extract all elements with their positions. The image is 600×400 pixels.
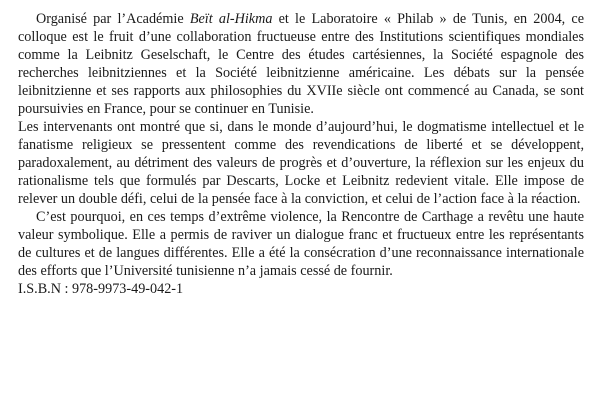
- paragraph-intro-text-end: et le Laboratoire « Philab » de Tunis, en 2004, ce colloque est le fruit d’une collaboration fructueuse entre des Institutions scientifiques mondiales comme la Leibnitz Geselschaft, le Centre des études cartésiennes, la Société espagnole des recherches leibnitziennes et la Société leibnitzienne américaine. Les débats sur la pensée leibnitzienne et ses rapports aux philosophies du XVIIe siècle ont commencé au Canada, se sont poursuivies en France, pour se continuer en Tunisie.: [18, 11, 584, 117]
- paragraph-speakers: Les intervenants ont montré que si, dans le monde d’aujourd’hui, le dogmatisme intellectuel et le fanatisme religieux se pressentent comme des revendications de liberté et se développent, paradoxalement, au détriment des valeurs de progrès et d’ouverture, la réflexion sur les enjeux du rationalisme tels que formulés par Descarts, Locke et Leibnitz redevient vitale. Elle impose de relever un double défi, celui de la pensée face à la conviction, et celui de l’action face à la réaction.: [18, 119, 584, 207]
- paragraph-intro-text-start: Organisé par l’Académie: [36, 11, 190, 27]
- isbn-line: I.S.B.N : 978-9973-49-042-1: [18, 281, 184, 297]
- paragraph-carthage: C’est pourquoi, en ces temps d’extrême violence, la Rencontre de Carthage a revêtu une haute valeur symbolique. Elle a permis de raviver un dialogue franc et fructueux entre les représentants de cultures et de langues différentes. Elle a été la consécration d’une reconnaissance internationale des efforts que l’Université tunisienne n’a jamais cessé de fournir.: [18, 209, 584, 279]
- document-body: [18, 10, 584, 298]
- paragraph-intro: [18, 10, 584, 118]
- institution-name-italic: Beït al-Hikma: [189, 11, 273, 27]
